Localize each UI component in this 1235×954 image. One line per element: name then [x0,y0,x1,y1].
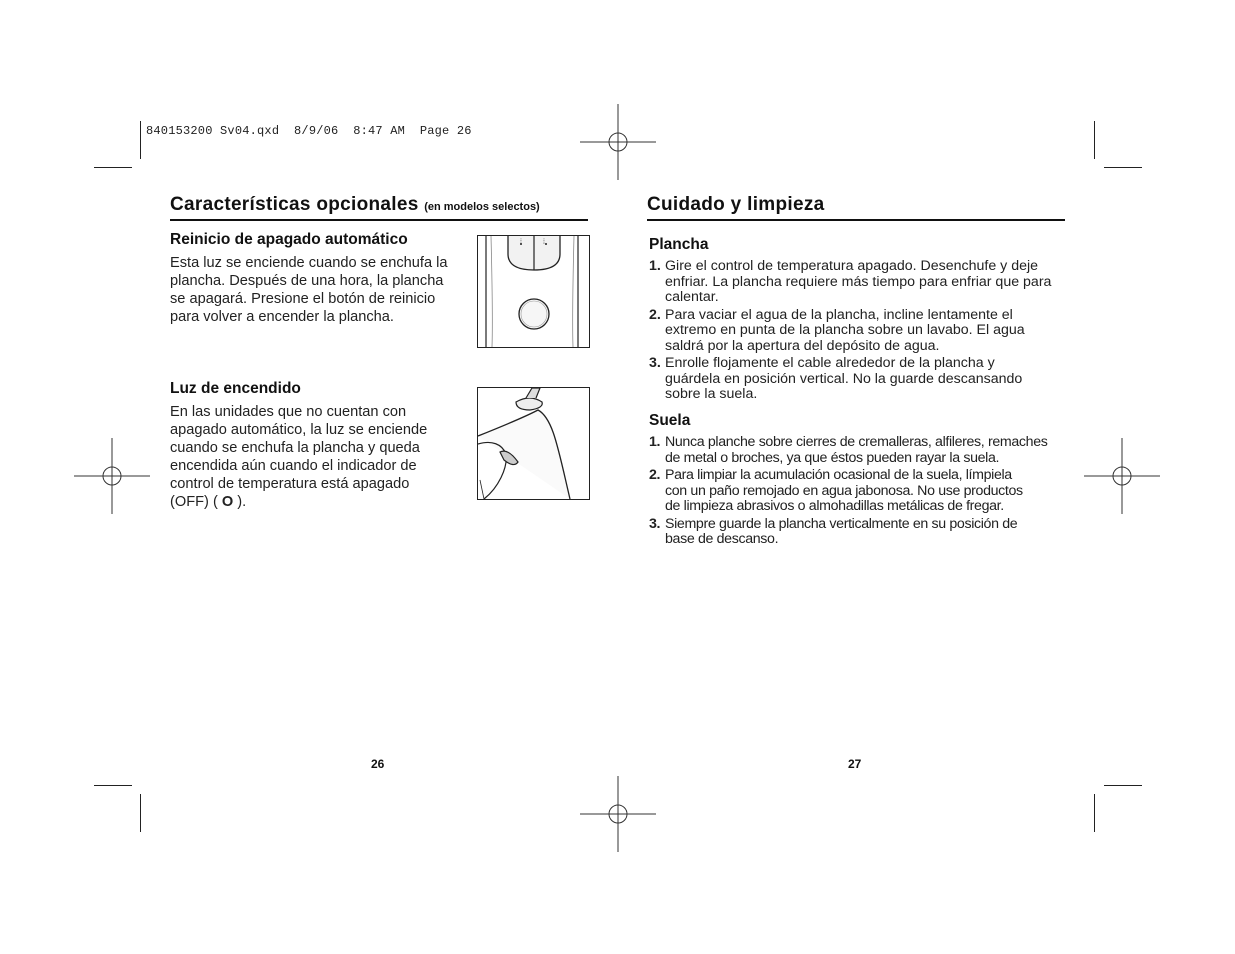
off-line: (OFF) ( O ). [170,494,247,510]
section-heading-power-light: Luz de encendido [170,380,301,397]
iron-care-list [649,259,1079,405]
list-item: 3. Siempre guarde la plancha verticalmente en su posición de base de descanso. [649,515,1018,547]
list-item: 2. Para limpiar la acumulación ocasional de la suela, límpiela con un paño remojado en agua jabonosa. No use productos de limpieza abrasivos o almohadillas metálicas de fregar. [649,467,1023,514]
right-page-title: Cuidado y limpieza [647,194,1065,221]
svg-text:⁞: ⁞ [543,239,545,246]
list-item: 3. Enrolle flojamente el cable alrededor de la plancha y guárdela en posición vertical. No la guarde descansando sobre la suela. [649,355,1023,402]
slug-line: 840153200 Sv04.qxd 8/9/06 8:47 AM Page 26 [146,124,472,138]
section-body-power-light: En las unidades que no cuentan con apagado automático, la luz se enciende cuando se enchufa la plancha y queda encendida aún cuando el indicador de control de temperatura está apagado (OFF) ( O ). [170,403,470,511]
section-body-auto-shutoff: Esta luz se enciende cuando se enchufa la plancha. Después de una hora, la plancha se apagará. Presione el botón de reinicio para volver a encender la plancha. [170,255,448,325]
section-heading-soleplate: Suela [649,412,691,429]
section-heading-auto-shutoff: Reinicio de apagado automático [170,231,408,248]
list-item: 1. Nunca planche sobre cierres de cremalleras, alfileres, remaches de metal o broches, ya que éstos pueden rayar la suela. [649,434,1048,466]
page-number-right: 27 [848,757,862,771]
svg-text:⁞: ⁞ [520,239,522,246]
registration-mark-right-icon [1084,438,1160,514]
iron-reset-button-illustration [477,235,590,348]
list-item: 2. Para vaciar el agua de la plancha, incline lentamente el extremo en punta de la plancha sobre un lavabo. El agua saldrá por la apertura del depósito de agua. [649,306,1025,354]
off-symbol: O [221,494,234,510]
left-page-title: Características opcionales (en modelos selectos) [170,194,588,221]
iron-power-light-illustration [477,387,590,500]
registration-mark-bottom-icon [580,776,656,852]
registration-mark-top-icon [580,104,656,180]
page-number-left: 26 [371,757,385,771]
registration-mark-left-icon [74,438,150,514]
title-note: (en modelos selectos) [424,201,540,213]
section-heading-iron: Plancha [649,236,709,253]
soleplate-care-list [649,435,1079,550]
list-item: 1. Gire el control de temperatura apagado. Desenchufe y deje enfriar. La plancha requiere más tiempo para enfriar que para calentar. [649,258,1052,305]
